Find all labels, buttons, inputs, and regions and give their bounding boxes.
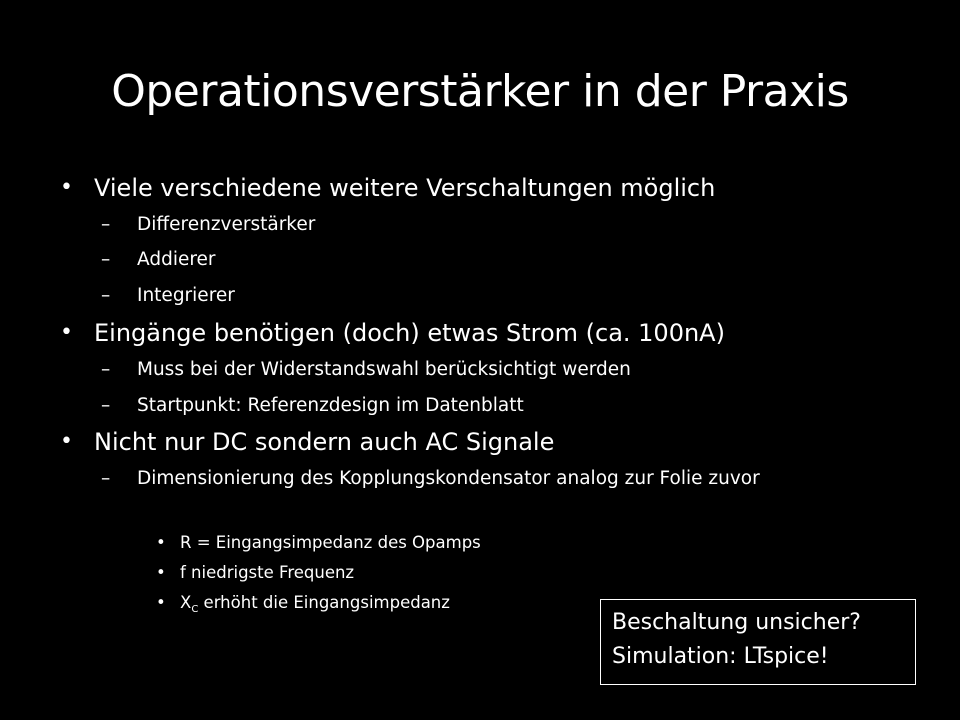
bullet-item [60, 173, 716, 203]
bullet-text: Eingänge benötigen (doch) etwas Strom (ca. 100nA) [94, 319, 725, 347]
sub-sub-bullet-text: erhöht die Eingangsimpedanz [198, 593, 450, 612]
bullet-marker: • [60, 429, 73, 454]
slide-title: Operationsverstärker in der Praxis [111, 66, 849, 117]
dash-marker: – [101, 468, 111, 489]
sub-sub-bullet-item [156, 592, 450, 617]
dash-marker: – [101, 285, 111, 306]
sub-bullet-item [101, 467, 877, 491]
sub-bullet-text: Integrierer [137, 285, 235, 306]
sub-bullet-item [101, 358, 631, 382]
sub-bullet-item [101, 213, 316, 237]
sub-bullet-text: Differenzverstärker [137, 214, 316, 235]
sub-bullet-text: Muss bei der Widerstandswahl berücksichtigt werden [137, 359, 631, 380]
callout-line-1: Beschaltung unsicher? [612, 610, 861, 635]
sub-sub-bullet-text: f niedrigste Frequenz [180, 563, 355, 582]
sub-sub-bullet-item [156, 562, 355, 584]
sub-bullet-text: Startpunkt: Referenzdesign im Datenblatt [137, 395, 524, 416]
sub-bullet-item [101, 248, 216, 272]
bullet-item [60, 318, 725, 348]
sub-bullet-item [101, 284, 235, 308]
sub-bullet-item [101, 394, 524, 418]
dash-marker: – [101, 249, 111, 270]
dash-marker: – [101, 359, 111, 380]
sub-bullet-text: Addierer [137, 249, 216, 270]
xc-symbol: X [180, 593, 192, 612]
bullet-marker: • [60, 320, 73, 345]
small-bullet-marker: • [156, 563, 166, 582]
sub-sub-bullet-text: R = Eingangsimpedanz des Opamps [180, 533, 481, 552]
callout-box [600, 599, 916, 685]
dash-marker: – [101, 395, 111, 416]
bullet-marker: • [60, 175, 73, 200]
dash-marker: – [101, 214, 111, 235]
xc-subscript: C [191, 604, 199, 615]
small-bullet-marker: • [156, 533, 166, 552]
callout-line-2: Simulation: LTspice! [612, 644, 829, 669]
bullet-item [60, 427, 555, 457]
small-bullet-marker: • [156, 593, 166, 612]
sub-sub-bullet-item [156, 532, 481, 554]
bullet-text: Nicht nur DC sondern auch AC Signale [94, 428, 555, 456]
bullet-text: Viele verschiedene weitere Verschaltungen möglich [94, 174, 716, 202]
sub-bullet-text: Dimensionierung des Kopplungskondensator analog zur Folie zuvor [137, 468, 760, 489]
